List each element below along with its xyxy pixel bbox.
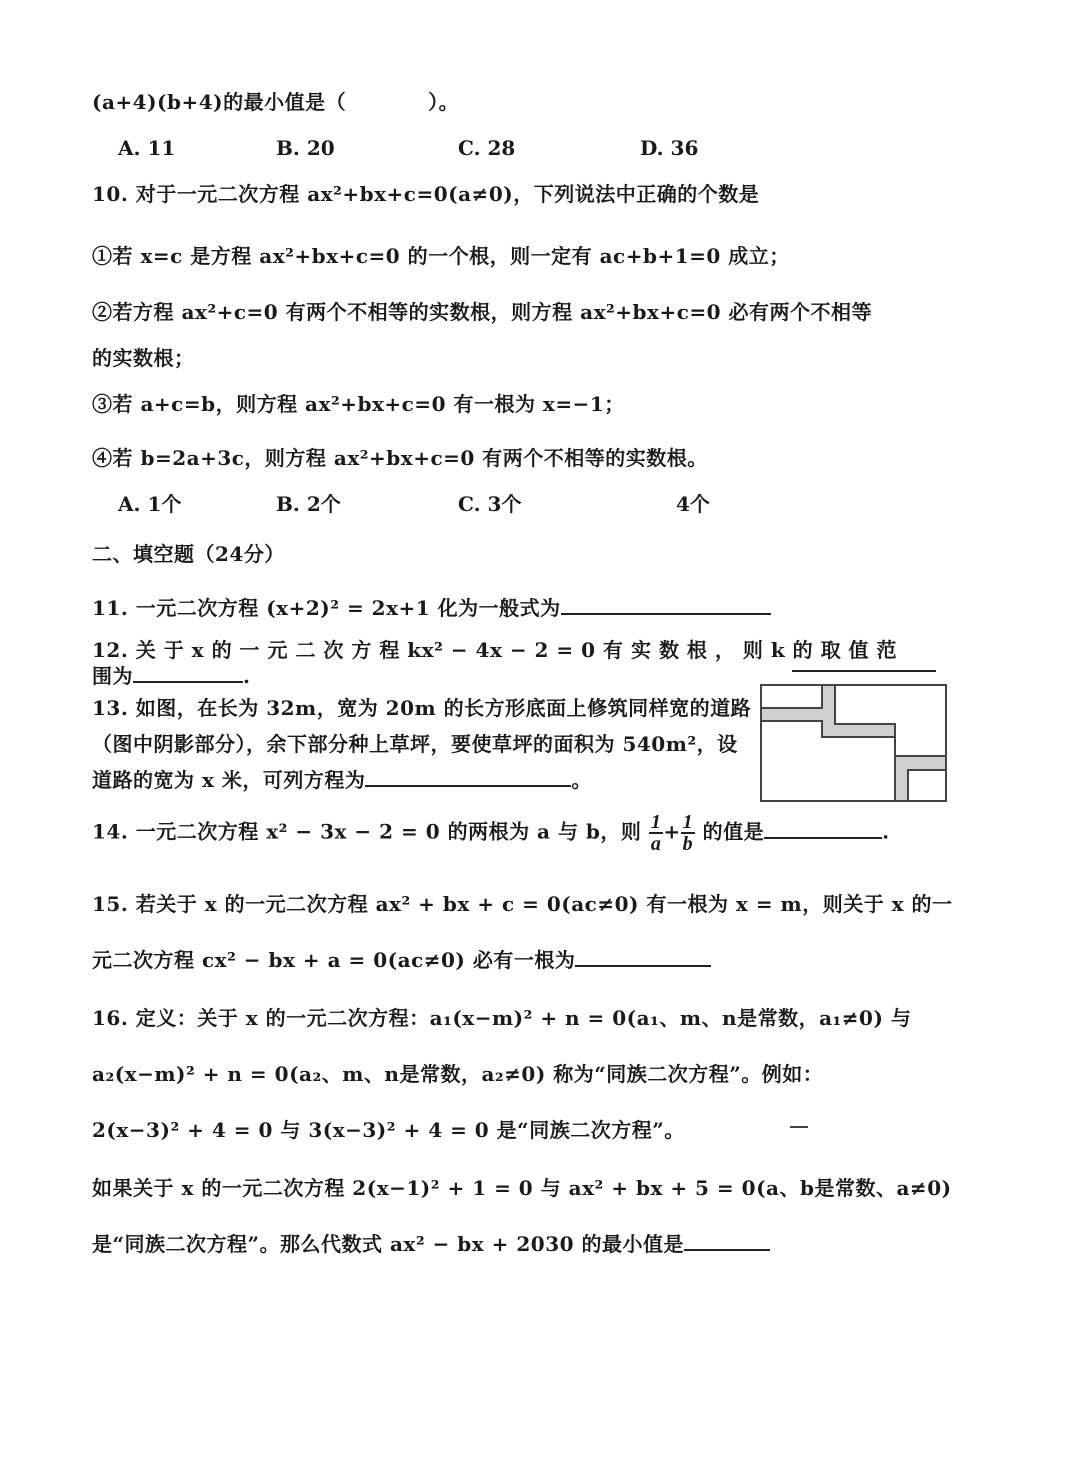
q12-line-1: 12. 关 于 x 的 一 元 二 次 方 程 kx² − 4x − 2 = 0 有 实 数 根 ， 则 k 的 取 值 范 [92,638,898,662]
q12-text: 围为 [92,664,133,688]
q10-statement-3: ③若 a+c=b，则方程 ax²+bx+c=0 有一根为 x=−1； [92,392,625,416]
q10-statement-1: ①若 x=c 是方程 ax²+bx+c=0 的一个根，则一定有 ac+b+1=0 成立； [92,244,790,268]
stray-mark [790,1126,808,1128]
q10-option-d: 4个 [676,492,710,516]
q16-text: 是“同族二次方程”。那么代数式 ax² − bx + 2030 的最小值是 [92,1232,685,1256]
q15-answer-blank[interactable] [575,947,711,967]
q9-option-c: C. 28 [458,136,516,160]
q14-text: 14. 一元二次方程 x² − 3x − 2 = 0 的两根为 a 与 b，则 [92,819,642,844]
q13-line-2: （图中阴影部分），余下部分种上草坪，要使草坪的面积为 540m²，设 [92,732,738,756]
q9-option-d: D. 36 [640,136,699,160]
q10-option-c: C. 3个 [458,492,522,516]
q13-line-1: 13. 如图，在长为 32m，宽为 20m 的长方形底面上修筑同样宽的道路 [92,696,752,720]
road-diagram [760,684,948,804]
q12-period: . [243,664,251,688]
q13-answer-blank[interactable] [365,767,571,787]
q10-statement-2: ②若方程 ax²+c=0 有两个不相等的实数根，则方程 ax²+bx+c=0 必有两个不相等 [92,300,873,324]
q11 [92,592,771,621]
q12-line-2 [92,660,250,689]
q16-line-5 [92,1228,770,1257]
q16-line-4: 如果关于 x 的一元二次方程 2(x−1)² + 1 = 0 与 ax² + bx + 5 = 0(a、b是常数、a≠0) [92,1176,952,1200]
q14-tail: 的值是 [702,819,765,844]
q9-option-a: A. 11 [118,136,176,160]
plus-sign: + [663,819,681,844]
q15-line-1: 15. 若关于 x 的一元二次方程 ax² + bx + c = 0(ac≠0) 有一根为 x = m，则关于 x 的一 [92,892,953,916]
fraction-1-over-b: $\frac{1}{b}$ [682,811,694,855]
q16-answer-blank[interactable] [684,1231,770,1251]
q10-option-b: B. 2个 [276,492,341,516]
q10-statement-4: ④若 b=2a+3c，则方程 ax²+bx+c=0 有两个不相等的实数根。 [92,446,708,470]
q9-stem: (a+4)(b+4)的最小值是（ ）。 [92,90,460,114]
q11-answer-blank[interactable] [561,595,771,615]
q13-text: 道路的宽为 x 米，可列方程为 [92,768,366,792]
q10-statement-2-cont: 的实数根； [92,346,195,370]
q14: 14. 一元二次方程 x² − 3x − 2 = 0 的两根为 a 与 b，则 $\frac{1}{a}$ + $\frac{1}{b}$ 的值是 . [92,811,890,855]
q13-period: 。 [571,768,592,792]
q14-answer-blank[interactable] [764,819,882,839]
q11-text: 11. 一元二次方程 (x+2)² = 2x+1 化为一般式为 [92,596,561,620]
q16-line-3: 2(x−3)² + 4 = 0 与 3(x−3)² + 4 = 0 是“同族二次方程”。 [92,1118,685,1142]
q10-stem: 10. 对于一元二次方程 ax²+bx+c=0(a≠0)，下列说法中正确的个数是 [92,182,760,206]
q16-line-1: 16. 定义：关于 x 的一元二次方程：a₁(x−m)² + n = 0(a₁、m、n是常数，a₁≠0) 与 [92,1006,912,1030]
q13-line-3 [92,764,592,793]
q15-line-2 [92,944,711,973]
fraction-1-over-a: $\frac{1}{a}$ [650,811,662,855]
q12-answer-blank[interactable] [133,663,243,683]
section-title: 二、填空题（24分） [92,542,285,566]
q9-option-b: B. 20 [276,136,335,160]
q15-text: 元二次方程 cx² − bx + a = 0(ac≠0) 必有一根为 [92,948,576,972]
q10-option-a: A. 1个 [118,492,182,516]
decorative-line [792,670,936,672]
q16-line-2: a₂(x−m)² + n = 0(a₂、m、n是常数，a₂≠0) 称为“同族二次方程”。例如： [92,1062,824,1086]
